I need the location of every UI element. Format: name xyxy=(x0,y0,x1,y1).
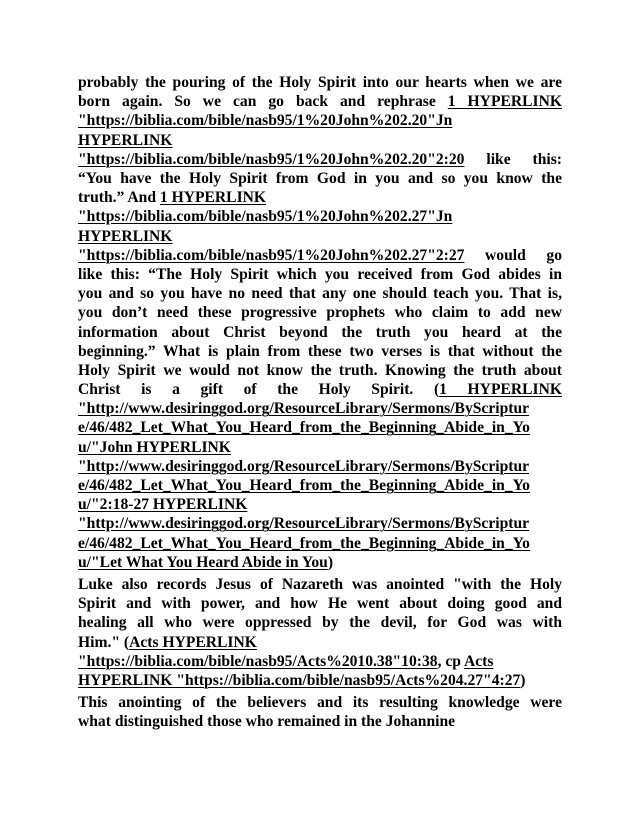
text-run: what distinguished those who remained in the Johannine xyxy=(78,713,456,731)
text-line xyxy=(78,265,562,284)
text-run: you don’t need these progressive prophets who claim to add new xyxy=(78,304,562,322)
document-page xyxy=(78,73,562,732)
hyperlink-text[interactable]: "http://www.desiringgod.org/ResourceLibrary/Sermons/ByScriptur xyxy=(78,457,530,475)
text-line xyxy=(78,476,562,495)
paragraph xyxy=(78,575,562,690)
hyperlink-text[interactable]: HYPERLINK xyxy=(78,131,173,149)
text-run: healing all who were oppressed by the devil, for God was with xyxy=(78,614,562,632)
hyperlink-text[interactable]: 1 HYPERLINK xyxy=(159,189,267,207)
text-run: information about Christ beyond the truth you heard at the xyxy=(78,323,562,341)
hyperlink-text[interactable]: e/46/482_Let_What_You_Heard_from_the_Beginning_Abide_in_Yo xyxy=(78,477,530,495)
text-line xyxy=(78,246,562,265)
text-line xyxy=(78,652,562,671)
text-line xyxy=(78,438,562,457)
hyperlink-text[interactable]: 1 HYPERLINK xyxy=(447,93,562,111)
text-run: you and so you have no need that any one should teach you. That is, xyxy=(78,285,562,303)
text-line xyxy=(78,284,562,303)
text-run: This anointing of the believers and its resulting knowledge were xyxy=(78,694,562,712)
hyperlink-text[interactable]: e/46/482_Let_What_You_Heard_from_the_Beginning_Abide_in_Yo xyxy=(78,419,530,437)
text-line xyxy=(78,73,562,92)
text-line xyxy=(78,207,562,226)
text-run: ) xyxy=(520,672,526,690)
text-line xyxy=(78,380,562,399)
paragraph xyxy=(78,693,562,731)
text-run: Christ is a gift of the Holy Spirit. ( xyxy=(78,381,440,399)
text-line xyxy=(78,457,562,476)
text-line xyxy=(78,303,562,322)
text-line xyxy=(78,671,562,690)
paragraph xyxy=(78,73,562,572)
text-run: Holy Spirit we would not know the truth. Knowing the truth about xyxy=(78,361,562,379)
text-line xyxy=(78,553,562,572)
text-line xyxy=(78,712,562,731)
text-line xyxy=(78,111,562,130)
hyperlink-text[interactable]: HYPERLINK "https://biblia.com/bible/nasb95/Acts%204.27"4:27 xyxy=(78,672,521,690)
text-line xyxy=(78,418,562,437)
text-line xyxy=(78,633,562,652)
text-run: would go xyxy=(464,246,562,264)
text-line xyxy=(78,342,562,361)
text-line xyxy=(78,150,562,169)
text-run: Spirit and with power, and how He went about doing good and xyxy=(78,595,562,613)
text-run: truth.” And xyxy=(78,189,160,207)
text-line xyxy=(78,227,562,246)
text-line xyxy=(78,92,562,111)
text-line xyxy=(78,169,562,188)
text-run: “You have the Holy Spirit from God in you and so you know the xyxy=(78,169,562,187)
hyperlink-text[interactable]: "https://biblia.com/bible/nasb95/Acts%2010.38"10:38 xyxy=(78,652,438,670)
hyperlink-text[interactable]: e/46/482_Let_What_You_Heard_from_the_Beginning_Abide_in_Yo xyxy=(78,534,530,552)
text-line xyxy=(78,594,562,613)
hyperlink-text[interactable]: "http://www.desiringgod.org/ResourceLibrary/Sermons/ByScriptur xyxy=(78,400,530,418)
text-line xyxy=(78,495,562,514)
text-run: born again. So we can go back and rephrase xyxy=(78,93,448,111)
text-line xyxy=(78,131,562,150)
hyperlink-text[interactable]: u/"John HYPERLINK xyxy=(78,438,231,456)
text-line xyxy=(78,613,562,632)
text-line xyxy=(78,514,562,533)
hyperlink-text[interactable]: u/"Let What You Heard Abide in You xyxy=(78,553,328,571)
hyperlink-text[interactable]: Acts HYPERLINK xyxy=(129,633,257,651)
text-run: like this: “The Holy Spirit which you received from God abides in xyxy=(78,265,562,283)
hyperlink-text[interactable]: "https://biblia.com/bible/nasb95/1%20John%202.27"2:27 xyxy=(78,246,465,264)
text-line xyxy=(78,534,562,553)
text-line xyxy=(78,361,562,380)
text-run: Luke also records Jesus of Nazareth was anointed "with the Holy xyxy=(78,576,562,594)
text-run: beginning.” What is plain from these two verses is that without the xyxy=(78,342,562,360)
text-run: ) xyxy=(327,553,334,571)
hyperlink-text[interactable]: "https://biblia.com/bible/nasb95/1%20John%202.20"Jn xyxy=(78,112,453,130)
hyperlink-text[interactable]: "http://www.desiringgod.org/ResourceLibrary/Sermons/ByScriptur xyxy=(78,515,530,533)
text-line xyxy=(78,399,562,418)
hyperlink-text[interactable]: Acts xyxy=(464,652,494,670)
text-run: like this: xyxy=(464,150,562,168)
hyperlink-text[interactable]: "https://biblia.com/bible/nasb95/1%20John%202.27"Jn xyxy=(78,208,453,226)
text-line xyxy=(78,188,562,207)
hyperlink-text[interactable]: "https://biblia.com/bible/nasb95/1%20John%202.20"2:20 xyxy=(78,150,465,168)
hyperlink-text[interactable]: 1 HYPERLINK xyxy=(439,381,562,399)
hyperlink-text[interactable]: HYPERLINK xyxy=(78,227,173,245)
text-line xyxy=(78,323,562,342)
text-run: , cp xyxy=(437,652,464,670)
text-line xyxy=(78,693,562,712)
text-run: probably the pouring of the Holy Spirit into our hearts when we are xyxy=(78,74,562,91)
text-run: Him." ( xyxy=(78,633,130,651)
text-line xyxy=(78,575,562,594)
hyperlink-text[interactable]: u/"2:18-27 HYPERLINK xyxy=(78,496,248,514)
